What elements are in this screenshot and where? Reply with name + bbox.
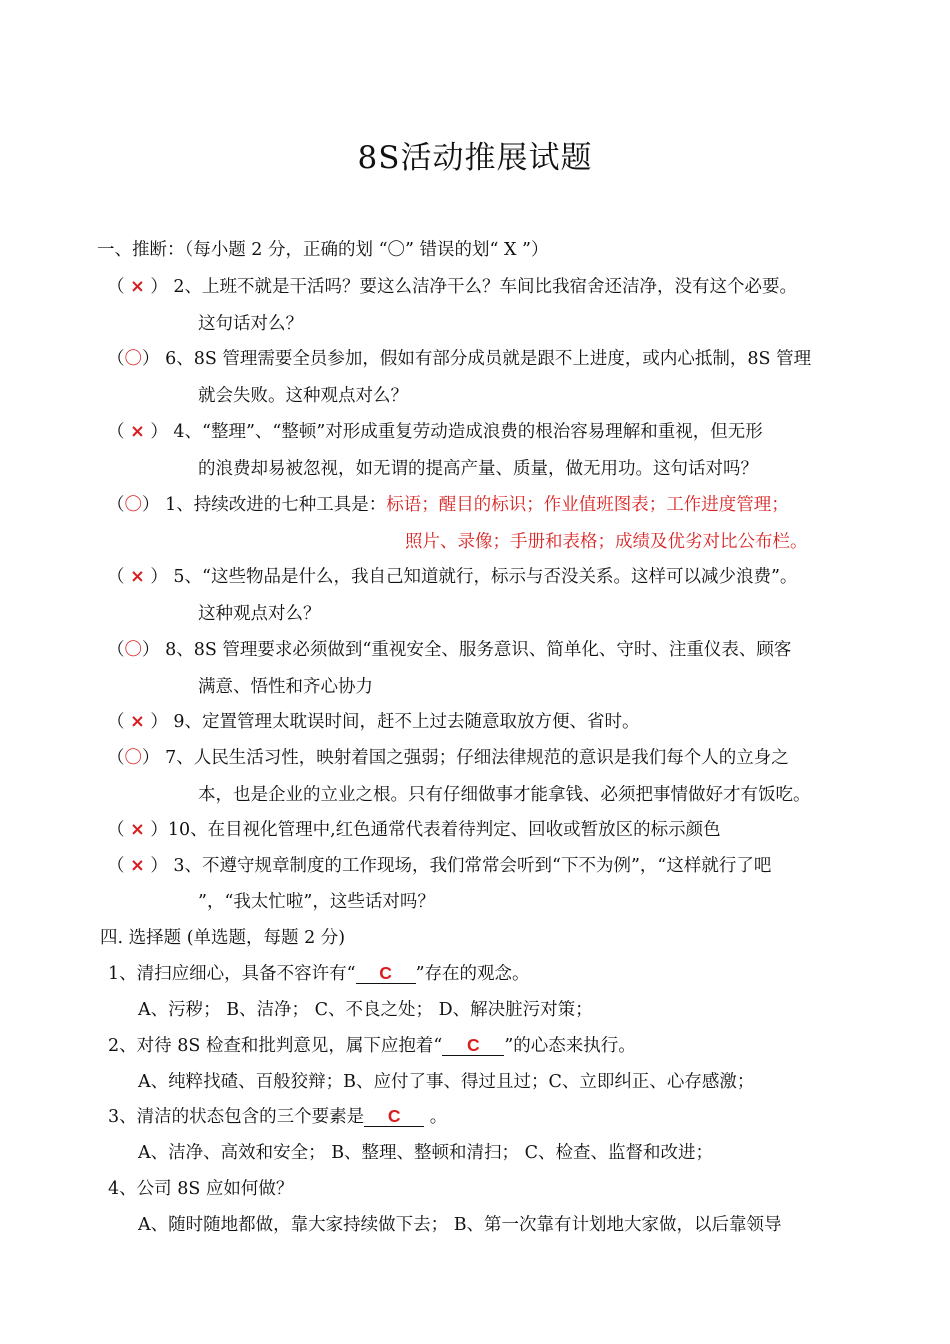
cross-mark: × xyxy=(130,820,145,840)
question-text-cont: ”，“我太忙啦”，这些话对吗？ xyxy=(198,892,435,912)
judgment-item: （ × ） 5、“这些物品是什么，我自己知道就行，标示与否没关系。这样可以减少浪费”。 xyxy=(107,567,798,587)
question-text: 。 xyxy=(424,1107,448,1127)
judgment-item: （〇） 6、8S 管理需要全员参加，假如有部分成员就是跟不上进度，或内心抵制，8S 管理 xyxy=(107,349,812,369)
question-text-cont: 的浪费却易被忽视，如无谓的提高产量、质量，做无用功。这句话对吗？ xyxy=(198,459,758,479)
cross-mark: × xyxy=(130,422,145,442)
question-text-cont: 本，也是企业的立业之根。只有仔细做事才能拿钱、必须把事情做好才有饭吃。 xyxy=(198,785,811,805)
judgment-item: （ × ）10、在目视化管理中,红色通常代表着待判定、回收或暂放区的标示颜色 xyxy=(107,820,721,840)
answer-blank: C xyxy=(364,1106,424,1127)
question-text: ”存在的观念。 xyxy=(415,964,530,984)
circle-mark: 〇 xyxy=(124,640,142,660)
question-text-cont: 满意、悟性和齐心协力 xyxy=(198,677,373,697)
question-text: 2、上班不就是干活吗？要这么洁净干么？车间比我宿舍还洁净，没有这个必要。 xyxy=(173,277,798,297)
choice-question xyxy=(108,1034,636,1058)
question-text: 2、对待 8S 检查和批判意见，属下应抱着“ xyxy=(108,1036,443,1056)
cross-mark: × xyxy=(130,712,145,732)
circle-mark: 〇 xyxy=(124,748,142,768)
question-text-cont: 这句话对么？ xyxy=(198,314,303,334)
question-text: 3、不遵守规章制度的工作现场，我们常常会听到“下不为例”，“这样就行了吧 xyxy=(173,856,772,876)
question-text: 7、人民生活习性，映射着国之强弱；仔细法律规范的意识是我们每个人的立身之 xyxy=(165,748,789,768)
section4-heading: 四. 选择题 (单选题，每题 2 分) xyxy=(100,928,346,948)
question-text: 10、在目视化管理中,红色通常代表着待判定、回收或暂放区的标示颜色 xyxy=(167,820,721,840)
question-text: 4、“整理”、“整顿”对形成重复劳动造成浪费的根治容易理解和重视，但无形 xyxy=(173,422,763,442)
choice-options: A、洁净、高效和安全； B、整理、整顿和清扫； C、检查、监督和改进； xyxy=(138,1143,714,1163)
question-text: 1、持续改进的七种工具是： xyxy=(165,495,387,515)
choice-question xyxy=(108,1105,447,1129)
cross-mark: × xyxy=(130,856,145,876)
page-title: 8S活动推展试题 xyxy=(357,140,593,176)
judgment-item: （ × ） 3、不遵守规章制度的工作现场，我们常常会听到“下不为例”，“这样就行了吧 xyxy=(107,856,772,876)
question-text: 8、8S 管理要求必须做到“重视安全、服务意识、简单化、守时、注重仪表、顾客 xyxy=(165,640,792,660)
circle-mark: 〇 xyxy=(124,495,142,515)
question-text: 9、定置管理太耽误时间，赶不上过去随意取放方便、省时。 xyxy=(173,712,640,732)
judgment-item: （〇） 7、人民生活习性，映射着国之强弱；仔细法律规范的意识是我们每个人的立身之 xyxy=(107,748,789,768)
answer-text-red-cont: 照片、录像；手册和表格；成绩及优劣对比公布栏。 xyxy=(405,532,808,552)
choice-question: 4、公司 8S 应如何做？ xyxy=(108,1179,294,1199)
section1-heading: 一、推断：（每小题 2 分，正确的划 “〇” 错误的划“ X ”） xyxy=(97,240,549,260)
choice-options: A、污秽； B、洁净； C、不良之处； D、解决脏污对策； xyxy=(138,1000,593,1020)
cross-mark: × xyxy=(130,277,145,297)
question-text: ”的心态来执行。 xyxy=(504,1036,636,1056)
answer-blank: C xyxy=(356,963,416,984)
cross-mark: × xyxy=(130,567,145,587)
answer-blank: C xyxy=(442,1035,504,1056)
question-text: 6、8S 管理需要全员参加，假如有部分成员就是跟不上进度，或内心抵制，8S 管理 xyxy=(165,349,812,369)
circle-mark: 〇 xyxy=(124,349,142,369)
choice-options: A、随时随地都做，靠大家持续做下去； B、第一次靠有计划地大家做，以后靠领导 xyxy=(138,1215,782,1235)
judgment-item: （〇） 1、持续改进的七种工具是：标语；醒目的标识；作业值班图表；工作进度管理； xyxy=(107,495,789,515)
question-text: 3、清洁的状态包含的三个要素是 xyxy=(108,1107,365,1127)
question-text-cont: 这种观点对么？ xyxy=(198,604,321,624)
choice-question xyxy=(108,962,530,986)
judgment-item: （ × ） 9、定置管理太耽误时间，赶不上过去随意取放方便、省时。 xyxy=(107,712,640,732)
question-text: 5、“这些物品是什么，我自己知道就行，标示与否没关系。这样可以减少浪费”。 xyxy=(173,567,798,587)
judgment-item: （ × ） 2、上班不就是干活吗？要这么洁净干么？车间比我宿舍还洁净，没有这个必要。 xyxy=(107,277,798,297)
judgment-item: （ × ） 4、“整理”、“整顿”对形成重复劳动造成浪费的根治容易理解和重视，但无形 xyxy=(107,422,763,442)
question-text: 1、清扫应细心，具备不容许有“ xyxy=(108,964,356,984)
question-text-cont: 就会失败。这种观点对么？ xyxy=(198,386,408,406)
choice-options: A、纯粹找碴、百般狡辩；B、应付了事、得过且过；C、立即纠正、心存感激； xyxy=(138,1072,755,1092)
answer-text-red: 标语；醒目的标识；作业值班图表；工作进度管理； xyxy=(386,495,789,515)
judgment-item: （〇） 8、8S 管理要求必须做到“重视安全、服务意识、简单化、守时、注重仪表、顾客 xyxy=(107,640,792,660)
